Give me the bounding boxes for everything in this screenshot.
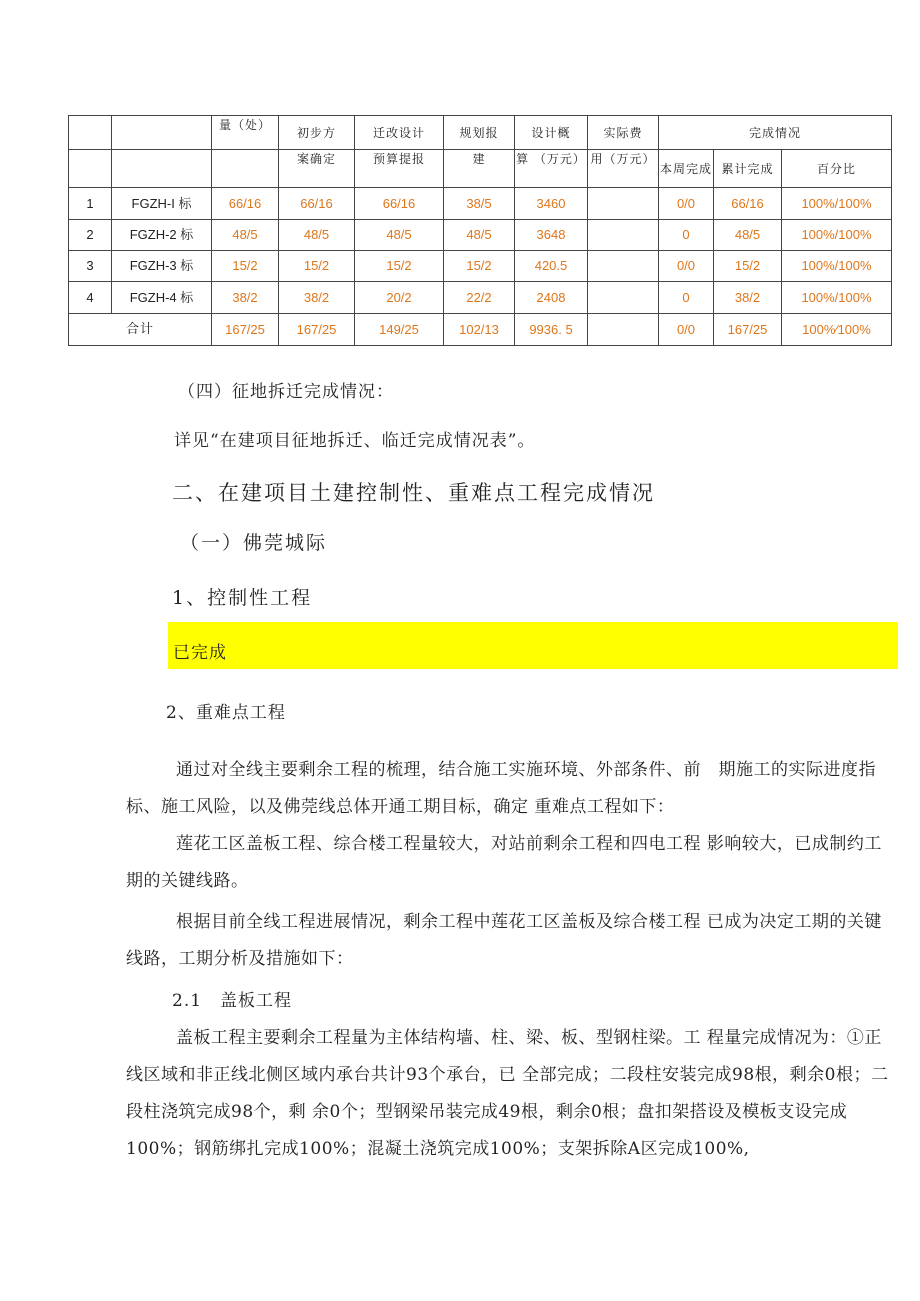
header-cell: 初步方 [279, 116, 355, 150]
cell-planning: 15/2 [444, 251, 515, 282]
subsection-2-1-title: 2.1 盖板工程 [172, 991, 293, 1011]
item1-status: 已完成 [173, 643, 227, 663]
header-cell: 设计概 [515, 116, 588, 150]
cell-estimate: 3648 [515, 220, 588, 251]
cell-percent: 100%/100% [782, 220, 892, 251]
cell-cumulative: 15/2 [714, 251, 782, 282]
row-number: 3 [69, 251, 112, 282]
table-header-row-2 [69, 150, 892, 188]
cell-preliminary-plan: 48/5 [279, 220, 355, 251]
total-cumulative: 167/25 [714, 314, 782, 346]
header-cell-percent: 百分比 [782, 150, 892, 188]
cell-actual-cost [588, 282, 659, 314]
cell-percent: 100%/100% [782, 251, 892, 282]
cell-quantity: 15/2 [212, 251, 279, 282]
header-cell-cumulative: 累计完成 [714, 150, 782, 188]
cell-quantity: 66/16 [212, 188, 279, 220]
paragraph-key-path: 莲花工区盖板工程、综合楼工程量较大，对站前剩余工程和四电工程 影响较大，已成制约工期的关键线路。 [126, 834, 882, 891]
table-row [69, 251, 892, 282]
header-cell: 算 （万元） [515, 150, 588, 188]
cell-percent: 100%/100% [782, 188, 892, 220]
header-cell [112, 150, 212, 188]
demolition-progress-table [68, 115, 892, 346]
paragraph-schedule: 根据目前全线工程进展情况，剩余工程中莲花工区盖板及综合楼工程 已成为决定工期的关键线路，工期分析及措施如下： [126, 912, 882, 969]
table-row [69, 282, 892, 314]
item2-title: 2、重难点工程 [166, 703, 286, 723]
header-cell: 迁改设计 [355, 116, 444, 150]
cell-planning: 48/5 [444, 220, 515, 251]
cell-weekly: 0 [659, 282, 714, 314]
cell-estimate: 420.5 [515, 251, 588, 282]
cell-estimate: 3460 [515, 188, 588, 220]
section2-title: 二、在建项目土建控制性、重难点工程完成情况 [172, 481, 655, 505]
row-name: FGZH-4 标 [112, 282, 212, 314]
cell-quantity: 48/5 [212, 220, 279, 251]
header-cell: 规划报 [444, 116, 515, 150]
section4-title: （四）征地拆迁完成情况： [178, 382, 394, 402]
header-cell: 实际费 [588, 116, 659, 150]
header-cell [112, 116, 212, 150]
total-weekly: 0/0 [659, 314, 714, 346]
paragraph-cover-plate: 盖板工程主要剩余工程量为主体结构墙、柱、梁、板、型钢柱梁。工 程量完成情况为：①正线区域和非正线北侧区域内承台共计93个承台，已 全部完成；二段柱安装完成98根，剩余0根；二段柱浇筑完成98个，剩 余0个；型钢梁吊装完成49根，剩余0根；盘扣架搭设及模板支设完成 100%；钢筋绑扎完成100%；混凝土浇筑完成100%；支架拆除A区完成100%, [126, 1028, 889, 1159]
highlight-bar [168, 622, 898, 669]
total-planning: 102/13 [444, 314, 515, 346]
header-cell [69, 150, 112, 188]
table-row [69, 220, 892, 251]
total-design-budget: 149/25 [355, 314, 444, 346]
row-number: 2 [69, 220, 112, 251]
cell-percent: 100%/100% [782, 282, 892, 314]
total-preliminary-plan: 167/25 [279, 314, 355, 346]
cell-cumulative: 66/16 [714, 188, 782, 220]
table-total-row [69, 314, 892, 346]
header-cell-completion: 完成情况 [659, 116, 892, 150]
cell-actual-cost [588, 188, 659, 220]
cell-preliminary-plan: 66/16 [279, 188, 355, 220]
cell-actual-cost [588, 220, 659, 251]
cell-estimate: 2408 [515, 282, 588, 314]
cell-actual-cost [588, 251, 659, 282]
cell-weekly: 0/0 [659, 188, 714, 220]
cell-preliminary-plan: 15/2 [279, 251, 355, 282]
total-percent: 100%⁄100% [782, 314, 892, 346]
item1-title: 1、控制性工程 [172, 587, 313, 609]
table-header-row-1 [69, 116, 892, 150]
row-name: FGZH-2 标 [112, 220, 212, 251]
total-quantity: 167/25 [212, 314, 279, 346]
header-cell: 预算提报 [355, 150, 444, 188]
header-cell: 案确定 [279, 150, 355, 188]
header-cell-weekly: 本周完成 [659, 150, 714, 188]
header-cell: 建 [444, 150, 515, 188]
header-cell: 用（万元） [588, 150, 659, 188]
total-estimate: 9936. 5 [515, 314, 588, 346]
cell-design-budget: 20/2 [355, 282, 444, 314]
total-actual-cost [588, 314, 659, 346]
cell-planning: 22/2 [444, 282, 515, 314]
header-cell: 量（处） [212, 116, 279, 150]
cell-design-budget: 15/2 [355, 251, 444, 282]
cell-weekly: 0 [659, 220, 714, 251]
table-row [69, 188, 892, 220]
row-name: FGZH-I 标 [112, 188, 212, 220]
row-number: 4 [69, 282, 112, 314]
total-label: 合计 [69, 314, 212, 346]
header-cell [69, 116, 112, 150]
cell-preliminary-plan: 38/2 [279, 282, 355, 314]
cell-planning: 38/5 [444, 188, 515, 220]
row-number: 1 [69, 188, 112, 220]
row-name: FGZH-3 标 [112, 251, 212, 282]
cell-design-budget: 48/5 [355, 220, 444, 251]
subsection1-title: （一）佛莞城际 [180, 532, 328, 554]
cell-quantity: 38/2 [212, 282, 279, 314]
paragraph-analysis: 通过对全线主要剩余工程的梳理，结合施工实施环境、外部条件、前 期施工的实际进度指标、施工风险，以及佛莞线总体开通工期目标，确定 重难点工程如下： [126, 760, 876, 817]
cell-weekly: 0/0 [659, 251, 714, 282]
cell-cumulative: 48/5 [714, 220, 782, 251]
cell-cumulative: 38/2 [714, 282, 782, 314]
cell-design-budget: 66/16 [355, 188, 444, 220]
header-cell [212, 150, 279, 188]
section4-body: 详见“在建项目征地拆迁、临迁完成情况表”。 [174, 431, 536, 451]
